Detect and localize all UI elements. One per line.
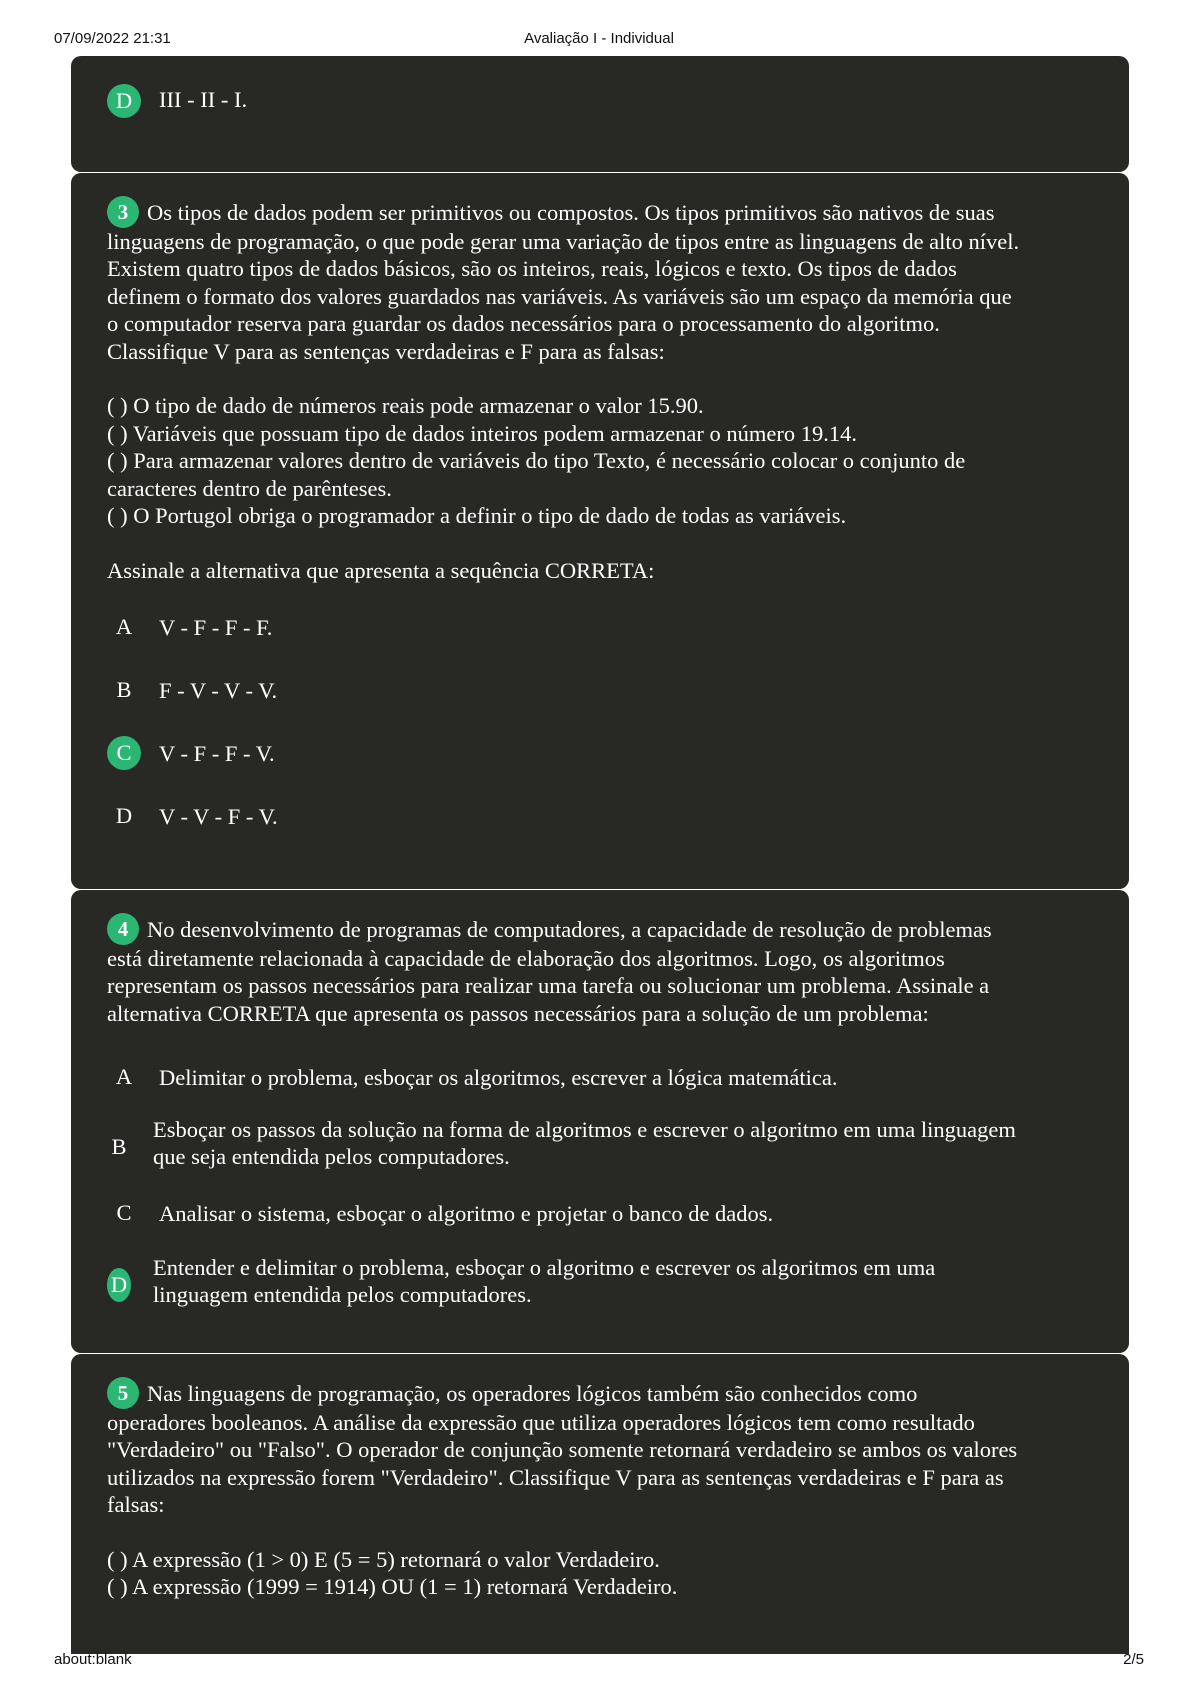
question-number-badge: 4	[107, 913, 139, 945]
question-card-4	[71, 890, 1129, 1353]
question-4-line-1: 4 No desenvolvimento de programas de computadores, a capacidade de resolução de problemas	[107, 913, 1089, 945]
option-letter: D	[115, 803, 133, 828]
option-text: Analisar o sistema, esboçar o algoritmo e projetar o banco de dados.	[159, 1201, 774, 1226]
print-datetime: 07/09/2022 21:31	[54, 30, 171, 47]
statement-3-cont: caracteres dentro de parênteses.	[107, 475, 392, 501]
statement-1: ( ) O tipo de dado de números reais pode armazenar o valor 15.90.	[107, 393, 704, 419]
option-text: V - F - F - V.	[159, 741, 275, 766]
print-title: Avaliação I - Individual	[524, 30, 674, 47]
question-3-prompt: Assinale a alternativa que apresenta a sequência CORRETA:	[107, 557, 655, 583]
option-text: III - II - I.	[159, 87, 248, 112]
option-letter-selected: D	[107, 1268, 131, 1302]
print-footer	[54, 1651, 1144, 1671]
question-4-line-2: está diretamente relacionada à capacidade de elaboração dos algoritmos. Logo, os algoritmos	[107, 946, 945, 971]
print-url: about:blank	[54, 1651, 132, 1668]
question-card-3	[71, 173, 1129, 889]
statement-2: ( ) A expressão (1999 = 1914) OU (1 = 1) retornará Verdadeiro.	[107, 1574, 678, 1600]
question-3-line-1: 3 Os tipos de dados podem ser primitivos ou compostos. Os tipos primitivos são nativos de suas	[107, 196, 1089, 228]
print-header	[54, 30, 1144, 50]
option-b[interactable]	[107, 1117, 1089, 1176]
question-card-previous	[71, 56, 1129, 172]
question-3-line-5: o computador reserva para guardar os dados necessários para o processamento do algoritmo.	[107, 311, 940, 337]
option-d[interactable]	[107, 797, 1089, 837]
question-5-line-2: operadores booleanos. A análise da expressão que utiliza operadores lógicos tem como resultado	[107, 1410, 975, 1435]
question-number-badge: 3	[107, 196, 139, 228]
question-3-line-2: linguagens de programação, o que pode gerar uma variação de tipos entre as linguagens de alto nível.	[107, 229, 1020, 254]
question-number-badge: 5	[107, 1377, 139, 1409]
option-text: Delimitar o problema, esboçar os algoritmos, escrever a lógica matemática.	[159, 1065, 838, 1090]
question-4-text	[107, 913, 1089, 1027]
question-5-line-5: falsas:	[107, 1492, 165, 1518]
option-d[interactable]	[107, 82, 1089, 122]
option-letter: C	[116, 1200, 132, 1225]
print-page-number: 2/5	[1123, 1651, 1144, 1668]
option-text: Esboçar os passos da solução na forma de algoritmos e escrever o algoritmo em uma linguagem que seja entendida pelos computadores.	[153, 1117, 1016, 1170]
option-text: F - V - V - V.	[159, 678, 278, 703]
option-text: V - V - F - V.	[159, 804, 278, 829]
option-text: V - F - F - F.	[159, 615, 273, 640]
option-a[interactable]	[107, 1058, 1089, 1098]
option-b[interactable]	[107, 671, 1089, 711]
option-c[interactable]	[107, 1194, 1089, 1234]
question-5-text	[107, 1377, 1089, 1601]
option-letter: A	[115, 1064, 133, 1089]
question-5-line-3: "Verdadeiro" ou "Falso". O operador de conjunção somente retornará verdadeiro se ambos os valores	[107, 1437, 1018, 1463]
question-3-line-4: definem o formato dos valores guardados nas variáveis. As variáveis são um espaço da memória que	[107, 283, 1012, 309]
question-4-line-3: representam os passos necessários para realizar uma tarefa ou solucionar um problema. Assinale a	[107, 973, 990, 999]
question-3-line-3: Existem quatro tipos de dados básicos, são os inteiros, reais, lógicos e texto. Os tipos de dados	[107, 256, 957, 282]
option-a[interactable]	[107, 608, 1089, 648]
question-3-line-6: Classifique V para as sentenças verdadeiras e F para as falsas:	[107, 338, 665, 364]
statement-2: ( ) Variáveis que possuam tipo de dados inteiros podem armazenar o número 19.14.	[107, 420, 858, 446]
option-letter-selected: C	[107, 736, 141, 770]
question-5-line-4: utilizados na expressão forem "Verdadeiro". Classifique V para as sentenças verdadeiras e F para as	[107, 1464, 1004, 1490]
option-c-selected[interactable]	[107, 734, 1089, 774]
statement-4: ( ) O Portugol obriga o programador a definir o tipo de dado de todas as variáveis.	[107, 503, 847, 529]
statement-1: ( ) A expressão (1 > 0) E (5 = 5) retornará o valor Verdadeiro.	[107, 1547, 660, 1573]
option-letter-selected: D	[107, 84, 141, 118]
option-letter: B	[111, 1134, 127, 1159]
question-5-line-1: 5 Nas linguagens de programação, os operadores lógicos também são conhecidos como	[107, 1377, 1089, 1409]
option-d-selected[interactable]	[107, 1255, 1089, 1314]
option-text: Entender e delimitar o problema, esboçar o algoritmo e escrever os algoritmos em uma linguagem entendida pelos computadores.	[153, 1255, 936, 1308]
option-letter: A	[115, 614, 133, 639]
question-card-5	[71, 1354, 1129, 1654]
statement-3: ( ) Para armazenar valores dentro de variáveis do tipo Texto, é necessário colocar o conjunto de	[107, 448, 966, 474]
option-letter: B	[116, 677, 132, 702]
question-4-line-4: alternativa CORRETA que apresenta os passos necessários para a solução de um problema:	[107, 1000, 929, 1026]
question-3-text	[107, 196, 1089, 584]
